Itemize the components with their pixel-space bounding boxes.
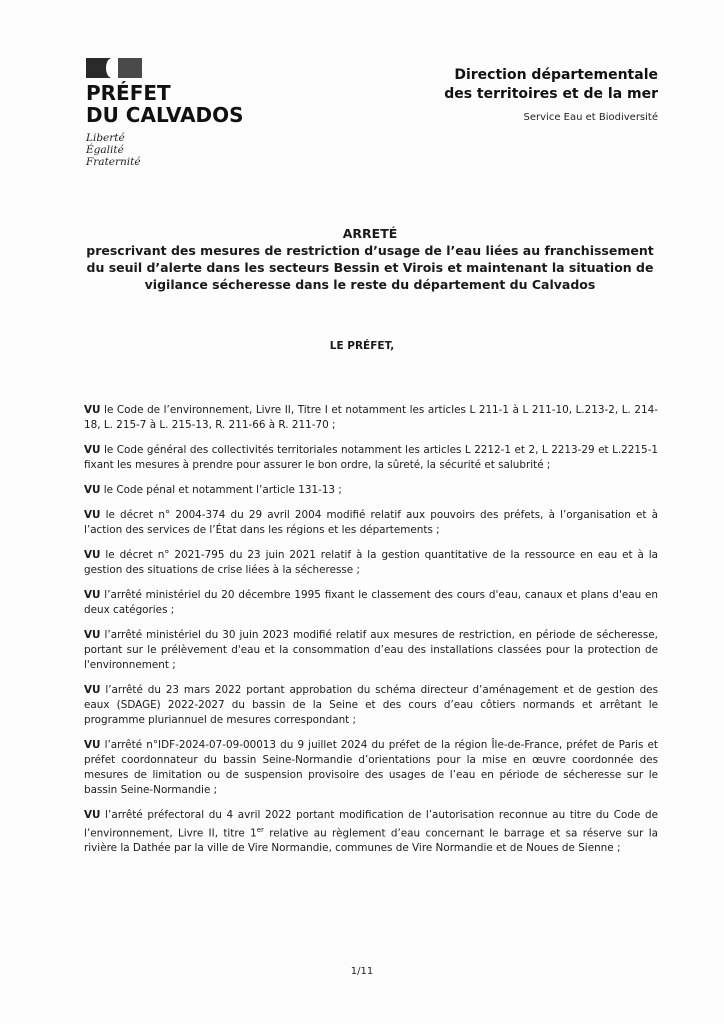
ordinal-superscript: er (256, 826, 264, 834)
prefecture-logo-block (86, 58, 244, 168)
vu-label: VU (84, 509, 101, 521)
visa-text: le Code général des collectivités territoriales notamment les articles L 2212-1 et 2, L 2213-29 et L.2215-1 fixant les mesures à prendre pour assurer le bon ordre, la sûreté, la sécurité et salubrité ; (84, 444, 658, 471)
visa-text: l’arrêté ministériel du 20 décembre 1995 fixant le classement des cours d'eau, canaux et plans d'eau en deux catégories ; (84, 589, 658, 616)
visa-text: l’arrêté ministériel du 30 juin 2023 modifié relatif aux mesures de restriction, en période de sécheresse, portant sur le prélèvement d'eau et la consommation d’eau des installations classées pour la protection de l'environnement ; (84, 629, 658, 671)
visa-item (84, 628, 658, 673)
visa-text: le décret n° 2004-374 du 29 avril 2004 modifié relatif aux pouvoirs des préfets, à l’organisation et à l’action des services de l’État dans les régions et les départements ; (84, 509, 658, 536)
prefecture-name-line1: PRÉFET (86, 81, 171, 105)
visa-text: relative au règlement d’eau concernant le barrage et sa réserve sur la rivière la Dathée par la ville de Vire Normandie, communes de Vire Normandie et de Noues de Sienne ; (84, 827, 658, 855)
vu-label: VU (84, 484, 101, 496)
visa-item (84, 588, 658, 618)
service-name: Service Eau et Biodiversité (523, 112, 658, 123)
arrete-heading: ARRETÉ (342, 226, 398, 241)
department-name-line2: des territoires et de la mer (444, 86, 658, 102)
visa-item (84, 548, 658, 578)
visa-text: l’arrêté n°IDF-2024-07-09-00013 du 9 juillet 2024 du préfet de la région Île-de-France, préfet de Paris et préfet coordonnateur du bassin Seine-Normandie d’orientations pour la mise en œuvre coordonnée des mesures de limitation ou de suspension provisoire des usages de l’eau en période de sécheresse sur le bassin Seine-Normandie ; (84, 739, 658, 796)
vu-label: VU (84, 589, 101, 601)
prefecture-name-line2: DU CALVADOS (86, 103, 244, 127)
vu-label: VU (84, 739, 101, 751)
vu-label: VU (84, 444, 101, 456)
issuing-department (444, 66, 658, 123)
motto-egalite: Égalité (86, 144, 124, 156)
vu-label: VU (84, 684, 101, 696)
department-name (444, 66, 658, 104)
page-number: 1/11 (350, 966, 374, 977)
marianne-logo-icon (86, 58, 144, 78)
visa-item (84, 738, 658, 798)
visa-item (84, 483, 658, 498)
visa-text: le décret n° 2021-795 du 23 juin 2021 relatif à la gestion quantitative de la ressource en eau et à la gestion des situations de crise liées à la sécheresse ; (84, 549, 658, 576)
vu-label: VU (84, 549, 101, 561)
visa-item (84, 443, 658, 473)
arrete-subtitle: prescrivant des mesures de restriction d’usage de l’eau liées au franchissement du seuil d’alerte dans les secteurs Bessin et Virois et maintenant la situation de vigilance sécheresse dans le reste du département du Calvados (86, 243, 654, 292)
motto-fraternite: Fraternité (86, 156, 141, 168)
visa-text: le Code pénal et notamment l’article 131-13 ; (100, 484, 342, 496)
le-prefet-heading: LE PRÉFET, (329, 340, 395, 352)
republic-motto (86, 132, 244, 168)
department-name-line1: Direction départementale (454, 67, 658, 83)
visa-text: l’arrêté du 23 mars 2022 portant approbation du schéma directeur d’aménagement et de gestion des eaux (SDAGE) 2022-2027 du bassin de la Seine et des cours d’eau côtiers normands et arrêtant le programme pluriannuel de mesures correspondant ; (84, 684, 658, 726)
vu-label: VU (84, 809, 101, 821)
visa-item (84, 403, 658, 433)
prefecture-name (86, 82, 244, 126)
vu-label: VU (84, 404, 101, 416)
visa-text: l’arrêté préfectoral du 4 avril 2022 portant modification de l’autorisation reconnue au titre du Code de l’environnement, Livre II, titre 1 (84, 809, 658, 840)
document-title (80, 226, 660, 293)
visas-list (84, 403, 658, 866)
vu-label: VU (84, 629, 101, 641)
visa-item (84, 808, 658, 856)
visa-text: le Code de l’environnement, Livre II, Titre I et notamment les articles L 211-1 à L 211-10, L.213-2, L. 214-18, L. 215-7 à L. 215-13, R. 211-66 à R. 211-70 ; (84, 404, 658, 431)
motto-liberte: Liberté (86, 132, 125, 144)
visa-item (84, 508, 658, 538)
visa-item (84, 683, 658, 728)
